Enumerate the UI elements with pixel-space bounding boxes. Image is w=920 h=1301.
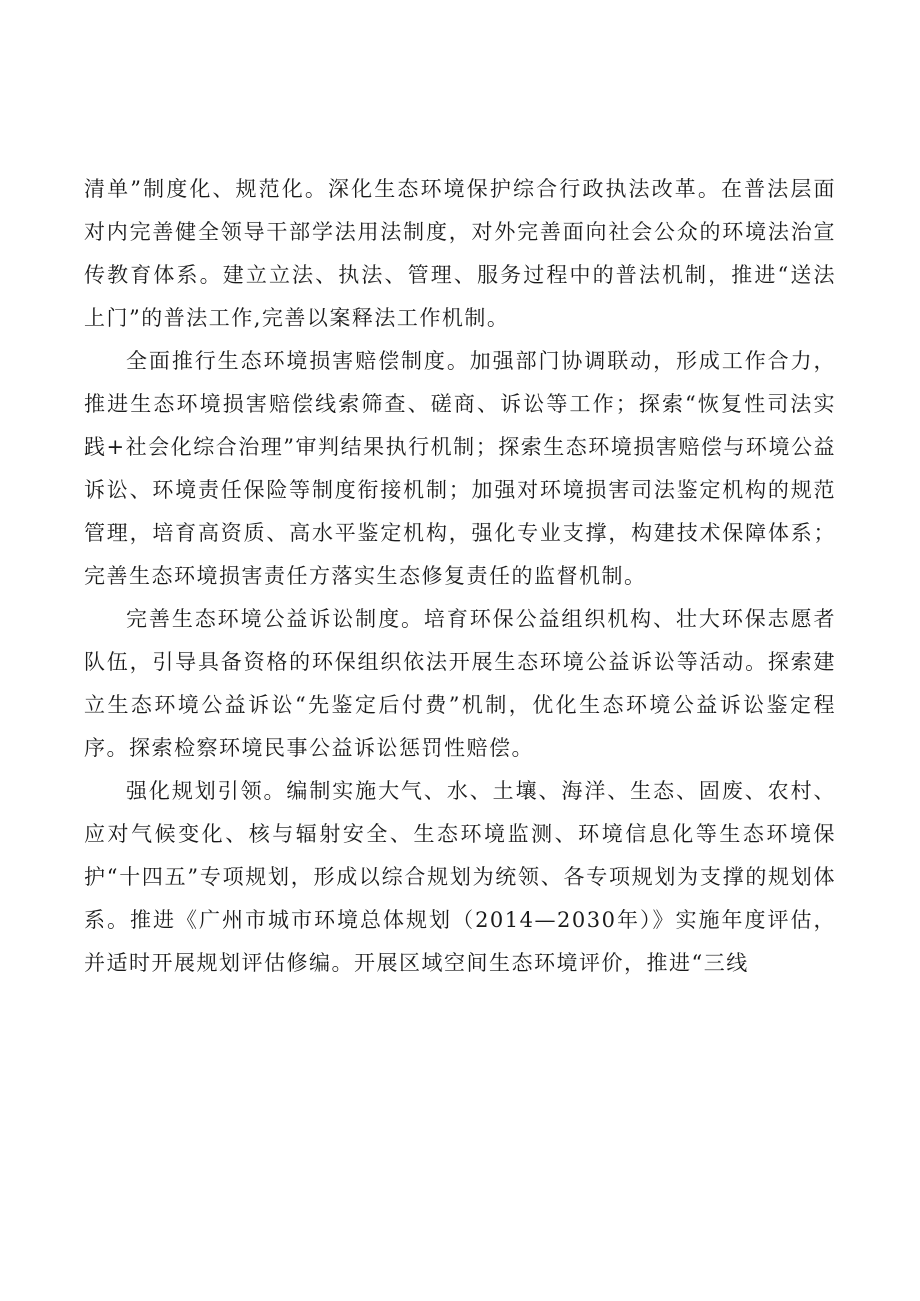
paragraph-public-interest-litigation: 完善生态环境公益诉讼制度。培育环保公益组织机构、壮大环保志愿者队伍，引导具备资格的环保组织依法开展生态环境公益诉讼等活动。探索建立生态环境公益诉讼“先鉴定后付费”机制，优化生态环境公益诉讼鉴定程序。探索检察环境民事公益诉讼惩罚性赔偿。 bbox=[84, 607, 836, 760]
paragraph-continuation: 清单”制度化、规范化。深化生态环境保护综合行政执法改革。在普法层面对内完善健全领导干部学法用法制度，对外完善面向社会公众的环境法治宣传教育体系。建立立法、执法、管理、服务过程中的普法机制，推进“送法上门”的普法工作,完善以案释法工作机制。 bbox=[84, 177, 836, 330]
document-body bbox=[84, 168, 836, 985]
paragraph-planning-guidance: 强化规划引领。编制实施大气、水、土壤、海洋、生态、固废、农村、应对气候变化、核与辐射安全、生态环境监测、环境信息化等生态环境保护“十四五”专项规划，形成以综合规划为统领、各专项规划为支撑的规划体系。推进《广州市城市环境总体规划（2014—2030年）》实施年度评估，并适时开展规划评估修编。开展区域空间生态环境评价，推进“三线 bbox=[84, 779, 836, 975]
paragraph-damage-compensation: 全面推行生态环境损害赔偿制度。加强部门协调联动，形成工作合力，推进生态环境损害赔偿线索筛查、磋商、诉讼等工作；探索“恢复性司法实践+社会化综合治理”审判结果执行机制；探索生态环境损害赔偿与环境公益诉讼、环境责任保险等制度衔接机制；加强对环境损害司法鉴定机构的规范管理，培育高资质、高水平鉴定机构，强化专业支撑，构建技术保障体系；完善生态环境损害责任方落实生态修复责任的监督机制。 bbox=[84, 349, 836, 588]
